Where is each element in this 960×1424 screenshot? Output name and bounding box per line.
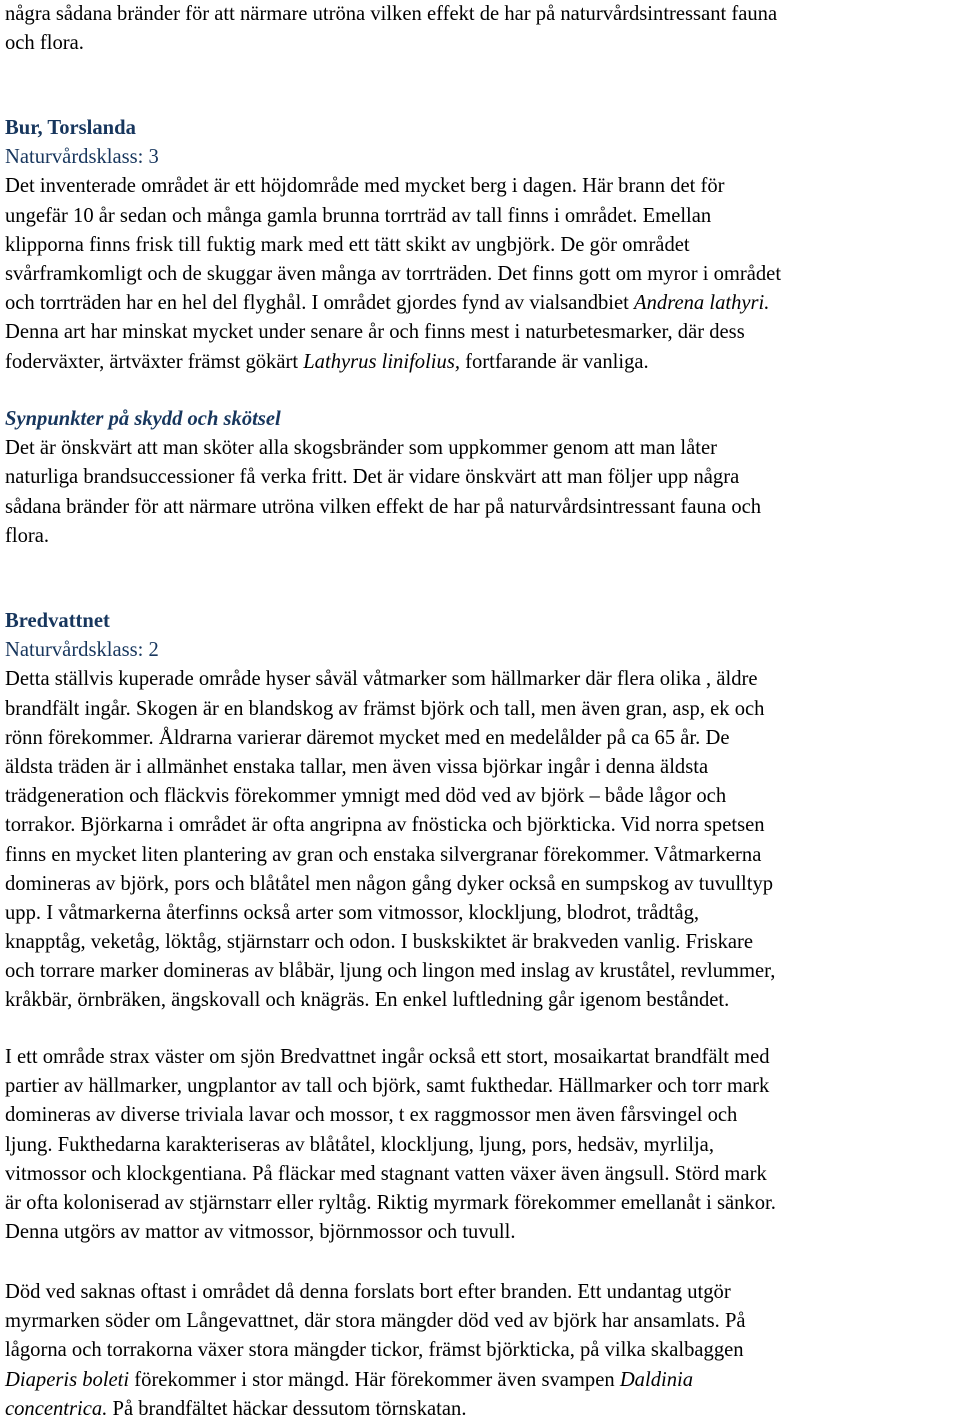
text-line: lågorna och torrakorna växer stora mängder tickor, främst björkticka, på vilka skalbaggen (5, 1339, 744, 1362)
conservation-class: Naturvårdsklass: 3 (5, 146, 159, 169)
text-line: Denna utgörs av mattor av vitmossor, björnmossor och tuvull. (5, 1221, 516, 1244)
text-line: svårframkomligt och de skuggar även många av torrträden. Det finns gott om myror i området (5, 262, 782, 285)
text-run: På brandfältet häckar dessutom törnskatan. (107, 1397, 467, 1420)
text-line: sådana bränder för att närmare utröna vilken effekt de har på naturvårdsintressant fauna och (5, 495, 762, 518)
species-name: Diaperis boleti (5, 1368, 130, 1391)
text-line: äldsta träden är i allmänhet enstaka tallar, men även vissa björkar ingår i denna äldsta (5, 755, 709, 778)
conservation-class: Naturvårdsklass: 2 (5, 639, 159, 662)
text-line: vitmossor och klockgentiana. På fläckar med stagnant vatten växer även ängsull. Störd mark (5, 1162, 767, 1185)
text-line (5, 348, 957, 377)
text-line: brandfält ingår. Skogen är en blandskog av främst björk och tall, men även gran, asp, ek och (5, 697, 765, 720)
species-name: Daldinia (619, 1368, 694, 1391)
text-line: rönn förekommer. Åldrarna varierar däremot mycket med en medelålder på ca 65 år. De (5, 726, 730, 749)
section-protection-views (5, 405, 957, 551)
paragraph-dead-wood (5, 1278, 957, 1424)
text-line: knapptåg, veketåg, löktåg, stjärnstarr och odon. I buskskiktet är brakveden vanlig. Friskare (5, 931, 754, 954)
text-line: trädgeneration och fläckvis förekommer ymnigt med död ved av björk – både lågor och (5, 785, 727, 808)
section-bur-torslanda (5, 114, 957, 377)
text-run: foderväxter, ärtväxter främst gökärt (5, 350, 304, 373)
text-line: partier av hällmarker, ungplantor av tall och björk, samt fukthedar. Hällmarker och torr mark (5, 1075, 770, 1098)
text-line: Död ved saknas oftast i området då denna forslats bort efter branden. Ett undantag utgör (5, 1281, 731, 1303)
intro-paragraph (5, 0, 957, 58)
text-line: I ett område strax väster om sjön Bredvattnet ingår också ett stort, mosaikartat brandfält med (5, 1046, 770, 1068)
text-line: naturliga brandsuccessioner få verka fritt. Det är vidare önskvärt att man följer upp några (5, 466, 740, 489)
subsection-heading: Synpunkter på skydd och skötsel (5, 408, 281, 430)
text-line (5, 1395, 957, 1424)
text-run: och torrträden har en hel del flyghål. I området gjordes fynd av vialsandbiet (5, 292, 635, 315)
text-line: Det inventerade området är ett höjdområde med mycket berg i dagen. Här brann det för (5, 175, 725, 198)
paragraph-brandfalt (5, 1043, 957, 1247)
text-line: torrakor. Björkarna i området är ofta angripna av fnösticka och björkticka. Vid norra spetsen (5, 814, 765, 837)
text-line: och flora. (5, 32, 84, 55)
text-line (5, 289, 957, 318)
section-title: Bur, Torslanda (5, 117, 136, 139)
text-line: är ofta koloniserad av stjärnstarr eller ryltåg. Riktig myrmark förekommer emellanåt i sänkor. (5, 1191, 776, 1214)
text-line: flora. (5, 524, 50, 547)
text-line (5, 1366, 957, 1395)
text-line: Det är önskvärt att man sköter alla skogsbränder som uppkommer genom att man låter (5, 437, 718, 460)
text-line: domineras av björk, pors och blåtåtel men någon gång dyker också en sumpskog av tuvulltyp (5, 872, 774, 895)
text-line: finns en mycket liten plantering av gran och enstaka silvergranar förekommer. Våtmarkerna (5, 843, 762, 866)
text-line: domineras av diverse triviala lavar och mossor, t ex raggmossor men även fårsvingel och (5, 1104, 738, 1127)
text-line: upp. I våtmarkerna återfinns också arter som vitmossor, klockljung, blodrot, trådtåg, (5, 901, 700, 924)
text-run: förekommer i stor mängd. Här förekommer även svampen (129, 1368, 620, 1391)
text-line: myrmarken söder om Långevattnet, där stora mängder död ved av björk har ansamlats. På (5, 1310, 746, 1333)
text-line: klipporna finns frisk till fuktig mark med ett tätt skikt av ungbjörk. De gör området (5, 233, 690, 256)
section-title: Bredvattnet (5, 610, 110, 632)
text-run: fortfarande är vanliga. (460, 350, 649, 373)
species-name: Andrena lathyri. (634, 292, 770, 315)
text-line: ungefär 10 år sedan och många gamla brunna torrträd av tall finns i området. Emellan (5, 204, 712, 227)
text-line: kråkbär, örnbräken, ängskovall och knägräs. En enkel luftledning går igenom beståndet. (5, 989, 730, 1012)
species-name: Lathyrus linifolius, (303, 350, 460, 373)
text-line: och torrare marker domineras av blåbär, ljung och lingon med inslag av kruståtel, revlummer, (5, 960, 776, 983)
text-line: ljung. Fukthedarna karakteriseras av blåtåtel, klockljung, ljung, pors, hedsäv, myrlilja, (5, 1133, 714, 1156)
section-bredvattnet (5, 607, 957, 1016)
text-line: några sådana bränder för att närmare utröna vilken effekt de har på naturvårdsintressant fauna (5, 3, 778, 25)
text-line: Denna art har minskat mycket under senare år och finns mest i naturbetesmarker, där dess (5, 321, 745, 344)
species-name: concentrica. (5, 1397, 108, 1420)
text-line: Detta ställvis kuperade område hyser såväl våtmarker som hällmarker där flera olika , äldre (5, 668, 758, 691)
